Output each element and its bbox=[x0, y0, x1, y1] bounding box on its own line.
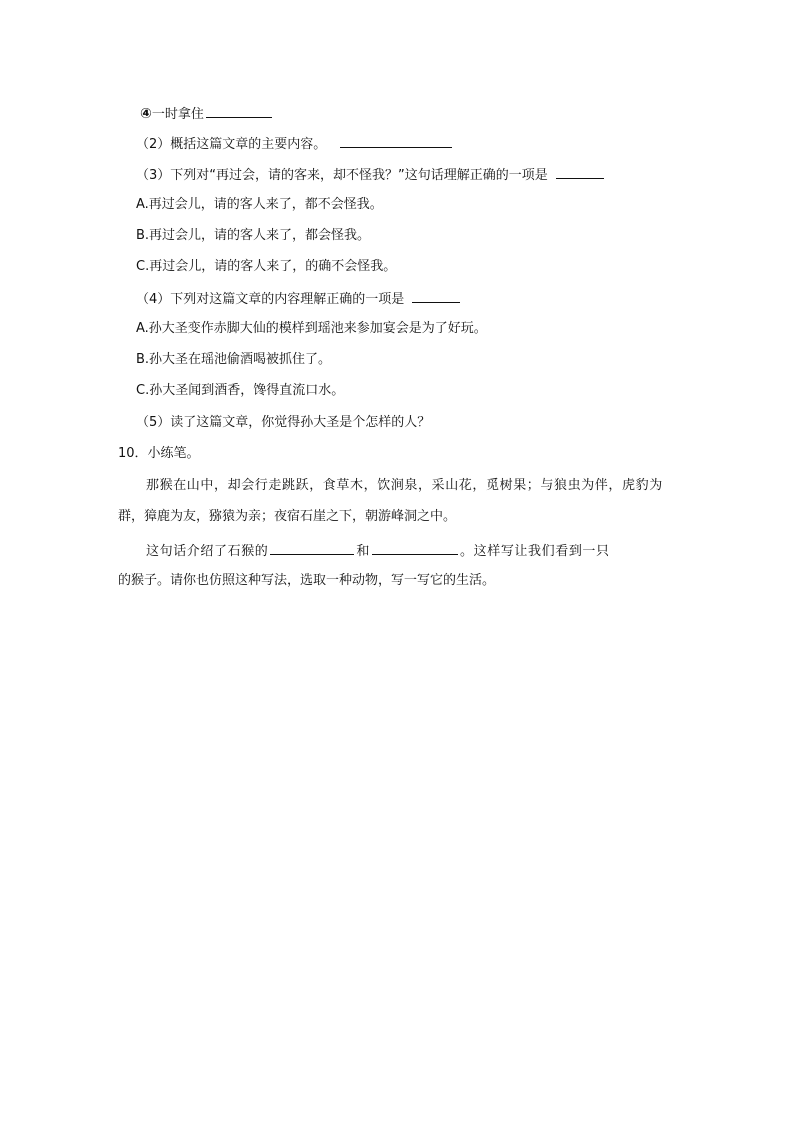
q9-sub3-question: （3）下列对“再过会，请的客来，却不怪我？”这句话理解正确的一项是 bbox=[136, 168, 548, 183]
q9-sub3-option-c: C.再过会儿，请的客人来了，的确不会怪我。 bbox=[136, 259, 397, 274]
q9-sub2-line bbox=[136, 134, 454, 154]
q9-item4-line bbox=[140, 104, 274, 124]
q9-sub4-answer-blank[interactable] bbox=[412, 289, 460, 303]
q10-title: 10．小练笔。 bbox=[118, 446, 200, 461]
q10-prompt-part1: 这句话介绍了石猴的 bbox=[146, 544, 269, 559]
q9-sub4-option-b: B.孙大圣在瑶池偷酒喝被抓住了。 bbox=[136, 352, 332, 367]
q9-sub5-question: （5）读了这篇文章，你觉得孙大圣是个怎样的人？ bbox=[136, 415, 431, 430]
q9-sub2-answer-blank[interactable] bbox=[340, 134, 452, 148]
q9-sub3-option-b: B.再过会儿，请的客人来了，都会怪我。 bbox=[136, 228, 371, 243]
q9-item4-text: 一时拿住 bbox=[151, 107, 204, 122]
q10-passage-line-1: 那猴在山中，却会行走跳跃，食草木，饮涧泉，采山花，觅树果；与狼虫为伴，虎豹为 bbox=[146, 478, 663, 493]
q9-sub3-option-a: A.再过会儿，请的客人来了，都不会怪我。 bbox=[136, 197, 383, 212]
q10-passage-line-2: 群，獐鹿为友，猕猿为亲；夜宿石崖之下，朝游峰洞之中。 bbox=[118, 509, 457, 524]
q10-prompt-part3: 。这样写让我们看到一只 bbox=[460, 544, 610, 559]
q9-sub4-option-c: C.孙大圣闻到酒香，馋得直流口水。 bbox=[136, 383, 345, 398]
q10-prompt-part2: 和 bbox=[356, 544, 371, 559]
q9-item4-answer-blank[interactable] bbox=[206, 104, 272, 118]
q10-answer-blank-1[interactable] bbox=[270, 541, 354, 555]
q10-answer-blank-2[interactable] bbox=[372, 541, 458, 555]
q9-sub2-question: （2）概括这篇文章的主要内容。 bbox=[136, 137, 327, 152]
q9-sub4-line bbox=[136, 289, 462, 309]
q9-sub3-answer-blank[interactable] bbox=[556, 165, 604, 179]
q10-prompt-line-2: 的猴子。请你也仿照这种写法，选取一种动物，写一写它的生活。 bbox=[118, 573, 496, 588]
q9-sub4-option-a: A.孙大圣变作赤脚大仙的模样到瑶池来参加宴会是为了好玩。 bbox=[136, 321, 487, 336]
q10-prompt-line-1 bbox=[146, 541, 610, 561]
circled-number-4: ④ bbox=[140, 106, 152, 122]
q9-sub4-question: （4）下列对这篇文章的内容理解正确的一项是 bbox=[136, 292, 405, 307]
q9-sub3-line bbox=[136, 165, 606, 185]
